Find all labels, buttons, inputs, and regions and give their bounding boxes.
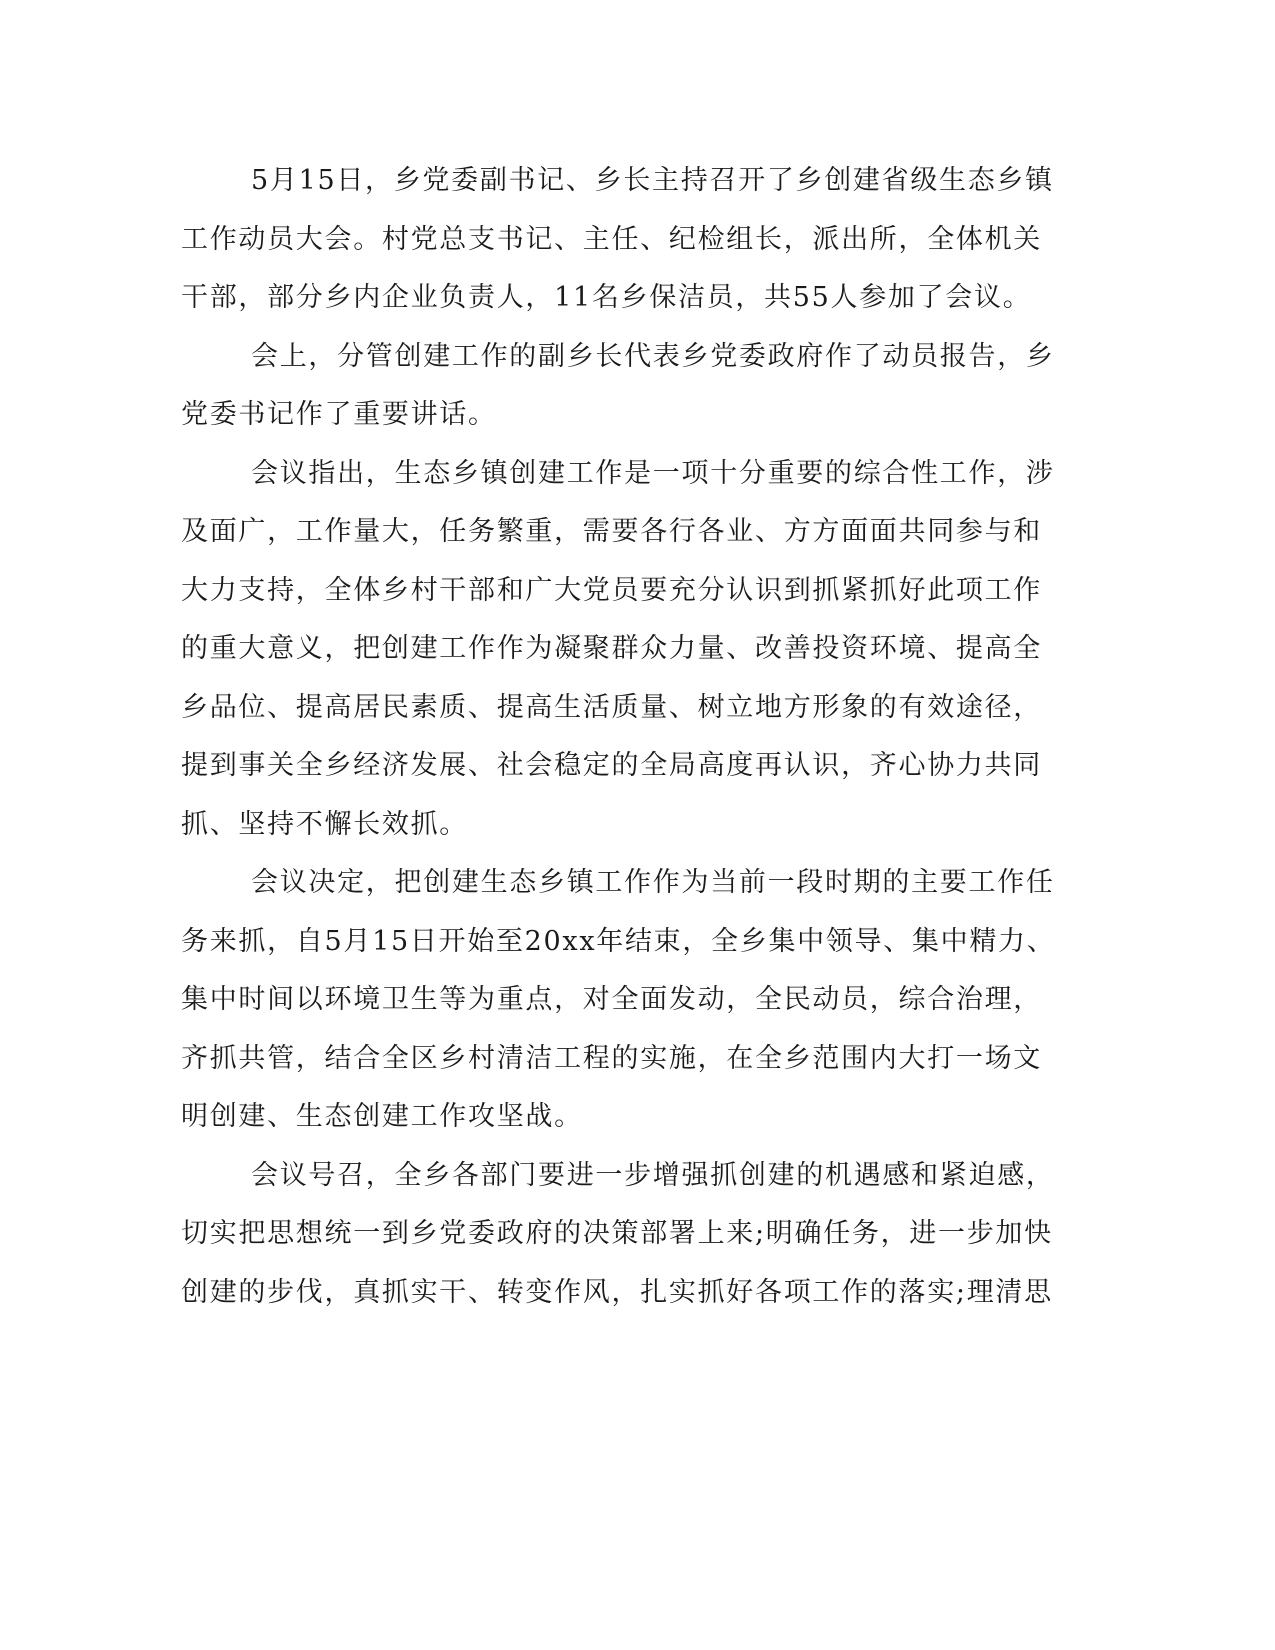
paragraph-1-line-1: 5月15日，乡党委副书记、乡长主持召开了乡创建省级生态乡镇 (251, 165, 1054, 196)
paragraph-4-line-1: 会议决定，把创建生态乡镇工作作为当前一段时期的主要工作任 (251, 867, 1055, 898)
paragraph-3-line-1: 会议指出，生态乡镇创建工作是一项十分重要的综合性工作，涉 (251, 457, 1055, 489)
paragraph-4-line-4: 齐抓共管，结合全区乡村清洁工程的实施，在全乡范围内大打一场文 (181, 1042, 1042, 1074)
paragraph-4-line-3: 集中时间以环境卫生等为重点，对全面发动，全民动员，综合治理， (181, 984, 1042, 1015)
paragraph-4-line-2: 务来抓，自5月15日开始至20xx年结束，全乡集中领导、集中精力、 (181, 925, 1056, 957)
paragraph-5-line-1: 会议号召，全乡各部门要进一步增强抓创建的机遇感和紧迫感， (251, 1159, 1055, 1191)
paragraph-3-line-7: 抓、坚持不懈长效抓。 (181, 808, 468, 840)
document-body (181, 152, 1056, 1322)
paragraph-3-line-3: 大力支持，全体乡村干部和广大党员要充分认识到抓紧抓好此项工作 (181, 574, 1042, 606)
paragraph-3-line-2: 及面广，工作量大，任务繁重，需要各行各业、方方面面共同参与和 (181, 516, 1042, 547)
paragraph-3-line-4: 的重大意义，把创建工作作为凝聚群众力量、改善投资环境、提高全 (181, 633, 1042, 664)
paragraph-1-line-2: 工作动员大会。村党总支书记、主任、纪检组长，派出所，全体机关 (181, 223, 1042, 255)
paragraph-5-line-3: 创建的步伐，真抓实干、转变作风，扎实抓好各项工作的落实;理清思 (181, 1276, 1053, 1308)
paragraph-1-line-3: 干部，部分乡内企业负责人，11名乡保洁员，共55人参加了会议。 (181, 282, 1032, 313)
paragraph-3-line-5: 乡品位、提高居民素质、提高生活质量、树立地方形象的有效途径， (181, 691, 1042, 723)
paragraph-5-line-2: 切实把思想统一到乡党委政府的决策部署上来;明确任务，进一步加快 (181, 1218, 1053, 1249)
paragraph-3-line-6: 提到事关全乡经济发展、社会稳定的全局高度再认识，齐心协力共同 (181, 750, 1042, 781)
paragraph-2-line-2: 党委书记作了重要讲话。 (181, 399, 497, 430)
paragraph-2-line-1: 会上，分管创建工作的副乡长代表乡党委政府作了动员报告，乡 (251, 340, 1055, 372)
paragraph-4-line-5: 明创建、生态创建工作攻坚战。 (181, 1101, 583, 1132)
